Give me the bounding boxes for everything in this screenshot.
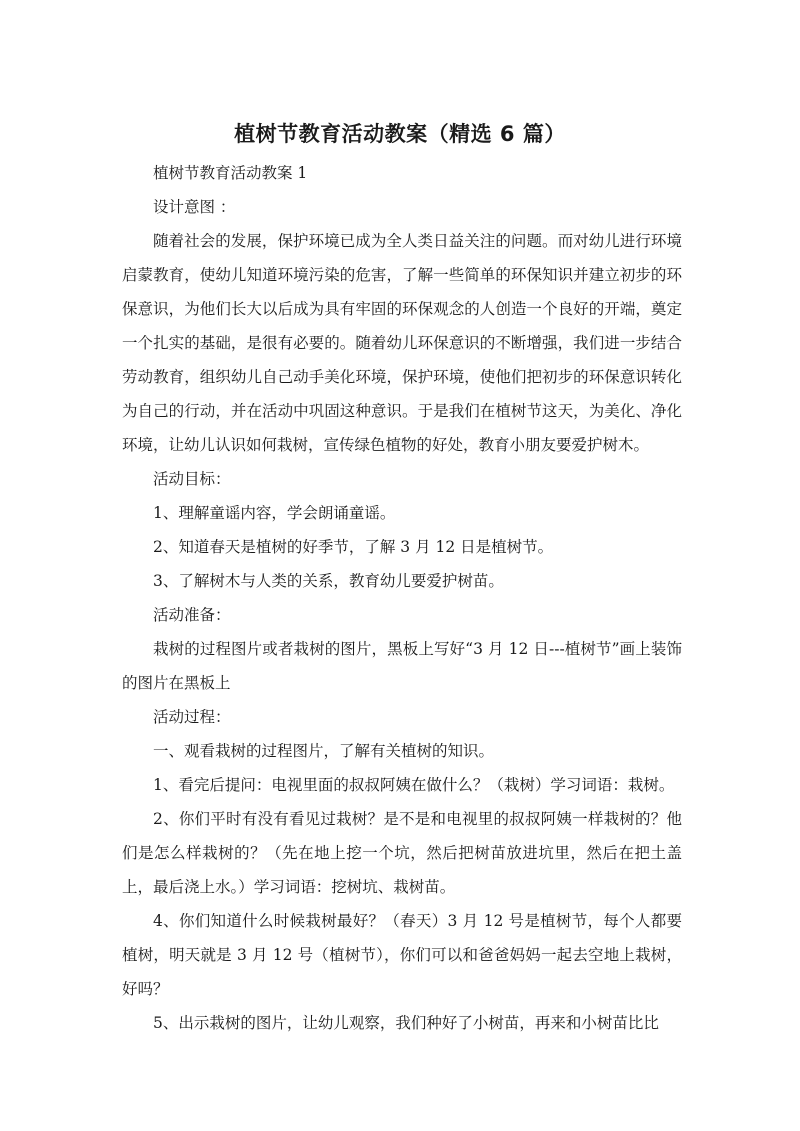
paragraph-goals-label: 活动目标： <box>153 470 231 488</box>
paragraph-question-1: 1、看完后提问：电视里面的叔叔阿姨在做什么？（栽树）学习词语：栽树。 <box>153 776 675 794</box>
paragraph-goal-2: 2、知道春天是植树的好季节，了解 3 月 12 日是植树节。 <box>153 538 554 556</box>
paragraph-question-2: 2、你们平时有没有看见过栽树？是不是和电视里的叔叔阿姨一样栽树的？他们是怎么样栽树的？（先在地上挖一个坑，然后把树苗放进坑里，然后在把土盖上，最后浇上水。）学习词语：挖树坑、栽树苗。 <box>122 810 682 896</box>
document-title: 植树节教育活动教案（精选 6 篇） <box>234 122 566 146</box>
paragraph-question-5: 5、出示栽树的图片，让幼儿观察，我们种好了小树苗，再来和小树苗比比 <box>153 1014 659 1032</box>
paragraph-goal-1: 1、理解童谣内容，学会朗诵童谣。 <box>153 504 396 522</box>
paragraph-preparation: 栽树的过程图片或者栽树的图片，黑板上写好“3 月 12 日---植树节”画上装饰的图片在黑板上 <box>122 640 682 692</box>
document-body <box>122 156 682 1040</box>
paragraph-design-intent: 随着社会的发展，保护环境已成为全人类日益关注的问题。而对幼儿进行环境启蒙教育，使幼儿知道环境污染的危害，了解一些简单的环保知识并建立初步的环保意识，为他们长大以后成为具有牢固的环保观念的人创造一个良好的开端，奠定一个扎实的基础，是很有必要的。随着幼儿环保意识的不断增强，我们进一步结合劳动教育，组织幼儿自己动手美化环境，保护环境，使他们把初步的环保意识转化为自己的行动，并在活动中巩固这种意识。于是我们在植树节这天，为美化、净化环境，让幼儿认识如何栽树，宣传绿色植物的好处，教育小朋友要爱护树木。 <box>122 232 682 454</box>
paragraph-goal-3: 3、了解树木与人类的关系，教育幼儿要爱护树苗。 <box>153 572 504 590</box>
paragraph-design-intent-label: 设计意图 ： <box>153 198 236 216</box>
paragraph-lesson-heading: 植树节教育活动教案 1 <box>153 164 308 182</box>
paragraph-process-label: 活动过程： <box>153 708 231 726</box>
paragraph-preparation-label: 活动准备： <box>153 606 231 624</box>
paragraph-process-step-1: 一、观看栽树的过程图片，了解有关植树的知识。 <box>153 742 495 760</box>
paragraph-question-4: 4、你们知道什么时候栽树最好？（春天）3 月 12 号是植树节，每个人都要植树，明天就是 3 月 12 号（植树节），你们可以和爸爸妈妈一起去空地上栽树，好吗？ <box>122 912 682 998</box>
